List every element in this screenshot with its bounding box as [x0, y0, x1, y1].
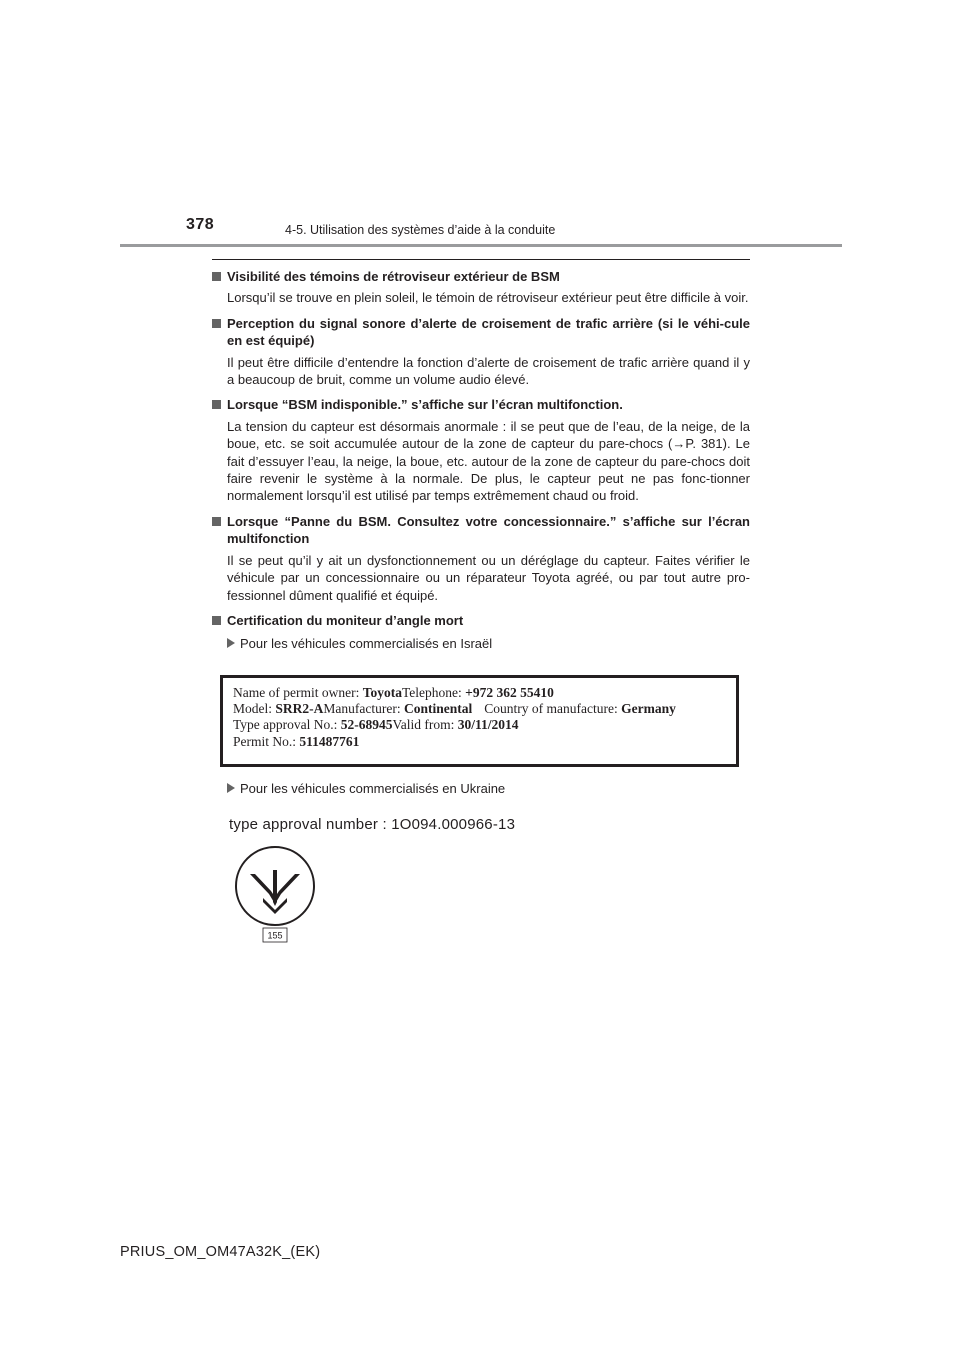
section-paragraph: La tension du capteur est désormais anormale : il se peut que de l’eau, de la neige, de la boue, etc. se soit accumulée autour de la zone de capteur du pare-chocs (→P. 381). Le fait d’essuyer l’eau, la neige, la boue, etc. autour de la zone de capteur du pare-chocs doit faire revenir le système à la normale. De plus, le capteur peut ne pas fonc-tionner normalement lorsqu’il est utilisé par temps extrêmement chaud ou froid. — [227, 418, 750, 504]
section-heading — [212, 315, 750, 350]
permit-line-owner — [233, 685, 730, 701]
model-value: SRR2-A — [275, 701, 324, 717]
ukraine-certification-mark-icon — [233, 844, 317, 944]
section-paragraph: Il se peut qu’il y ait un dysfonctionnement ou un déréglage du capteur. Faites vérifier le véhicule par un concessionnaire ou un réparateur Toyota agréé, ou par tout autre pro-fessionnel dûment qualifié et équipé. — [227, 552, 750, 603]
section-heading-text: Perception du signal sonore d’alerte de croisement de trafic arrière (si le véhi-cule en est équipé) — [227, 315, 750, 349]
manufacturer-value: Continental — [403, 701, 473, 717]
ukraine-subsection — [212, 780, 750, 797]
section-body — [212, 289, 750, 306]
page-number: 378 — [186, 216, 215, 233]
section-heading-text: Lorsque “BSM indisponible.” s’affiche sur l’écran multifonction. — [227, 397, 623, 413]
section-body — [212, 552, 750, 604]
header-rule — [120, 244, 842, 247]
section-paragraph: Il peut être difficile d’entendre la fonction d’alerte de croisement de trafic arrière quand il y a beaucoup de bruit, comme un volume audio élevé. — [227, 354, 750, 388]
country-label: Country of manufacture: — [484, 701, 622, 717]
permit-no-value: 511487761 — [299, 733, 360, 749]
ukraine-label: Pour les véhicules commercialisés en Ukraine — [240, 781, 506, 796]
country-value: Germany — [621, 701, 676, 717]
manufacturer-label: Manufacturer: — [323, 701, 404, 717]
valid-from-value: 30/11/2014 — [457, 717, 519, 733]
type-approval-value: 52-68945 — [340, 717, 393, 733]
main-content — [212, 259, 750, 653]
permit-line-approval — [233, 717, 730, 733]
permit-line-permit-no — [233, 734, 730, 750]
owner-label: Name of permit owner: — [233, 685, 363, 700]
permit-line-model — [233, 701, 730, 717]
square-bullet-icon — [212, 616, 221, 625]
ukraine-mark-number: 155 — [267, 930, 283, 941]
chapter-title: 4-5. Utilisation des systèmes d’aide à la conduite — [285, 223, 556, 237]
section-paragraph: Lorsqu’il se trouve en plein soleil, le témoin de rétroviseur extérieur peut être difficile à voir. — [227, 290, 749, 306]
section-heading-text: Certification du moniteur d’angle mort — [227, 612, 464, 628]
square-bullet-icon — [212, 319, 221, 328]
section-body — [212, 354, 750, 389]
square-bullet-icon — [212, 400, 221, 409]
permit-no-label: Permit No.: — [233, 733, 300, 749]
square-bullet-icon — [212, 517, 221, 526]
footer-document-id: PRIUS_OM_OM47A32K_(EK) — [120, 1244, 321, 1260]
section-heading-text: Lorsque “Panne du BSM. Consultez votre concessionnaire.” s’affiche sur l’écran multifonction — [227, 513, 750, 547]
israel-subsection — [212, 635, 750, 652]
telephone-value: +972 362 55410 — [465, 685, 554, 700]
telephone-label: Telephone: — [401, 685, 466, 700]
arrow-right-icon — [227, 638, 235, 648]
section-heading — [212, 396, 750, 413]
section-body — [212, 418, 750, 505]
model-label: Model: — [233, 701, 276, 717]
ukraine-approval-number: type approval number : 1O094.000966-13 — [229, 816, 516, 833]
valid-from-label: Valid from: — [392, 717, 458, 733]
israel-permit-box — [220, 675, 739, 767]
owner-value: Toyota — [362, 685, 402, 700]
square-bullet-icon — [212, 272, 221, 281]
arrow-right-icon — [227, 783, 235, 793]
section-heading — [212, 513, 750, 548]
israel-label: Pour les véhicules commercialisés en Israël — [240, 636, 493, 652]
section-heading — [212, 612, 750, 629]
section-heading-text: Visibilité des témoins de rétroviseur extérieur de BSM — [227, 269, 560, 284]
section-heading — [212, 268, 750, 285]
type-approval-label: Type approval No.: — [233, 717, 341, 733]
